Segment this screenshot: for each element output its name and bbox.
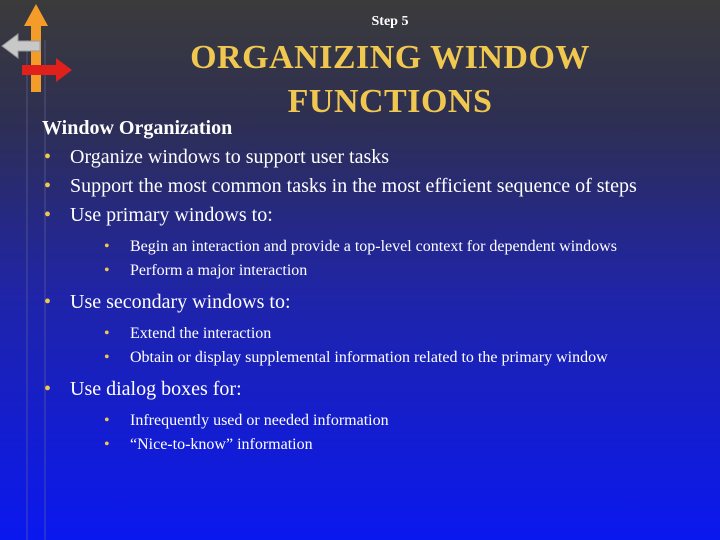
title-line-1: ORGANIZING WINDOW bbox=[190, 39, 590, 76]
sub-bullet-list bbox=[70, 237, 712, 281]
sub-list-item: • Obtain or display supplemental information related to the primary window bbox=[102, 348, 712, 368]
title-line-2: FUNCTIONS bbox=[287, 83, 493, 120]
list-item: • Use primary windows to: • Begin an interaction and provide a top-level context for dependent windows • Perform a major interaction bbox=[42, 204, 712, 281]
section-heading: Window Organization bbox=[42, 117, 233, 139]
right-arrow-icon bbox=[22, 58, 72, 82]
sub-list-item: • Infrequently used or needed information bbox=[102, 411, 712, 431]
slide-title bbox=[150, 36, 630, 124]
list-item: • Support the most common tasks in the most efficient sequence of steps bbox=[42, 175, 712, 198]
sub-list-item: • Perform a major interaction bbox=[102, 261, 712, 281]
list-item: • Organize windows to support user tasks bbox=[42, 146, 712, 169]
sub-list-item: • Begin an interaction and provide a top-level context for dependent windows bbox=[102, 237, 712, 257]
bullet-list bbox=[42, 146, 712, 455]
sub-bullet-list bbox=[70, 324, 712, 368]
list-item: • Use secondary windows to: • Extend the interaction • Obtain or display supplemental information related to the primary window bbox=[42, 291, 712, 368]
list-item: • Use dialog boxes for: • Infrequently used or needed information • “Nice-to-know” information bbox=[42, 378, 712, 455]
slide-content bbox=[42, 116, 712, 465]
sub-list-item: • “Nice-to-know” information bbox=[102, 435, 712, 455]
step-label: Step 5 bbox=[371, 14, 409, 29]
sub-list-item: • Extend the interaction bbox=[102, 324, 712, 344]
sub-bullet-list bbox=[70, 411, 712, 455]
